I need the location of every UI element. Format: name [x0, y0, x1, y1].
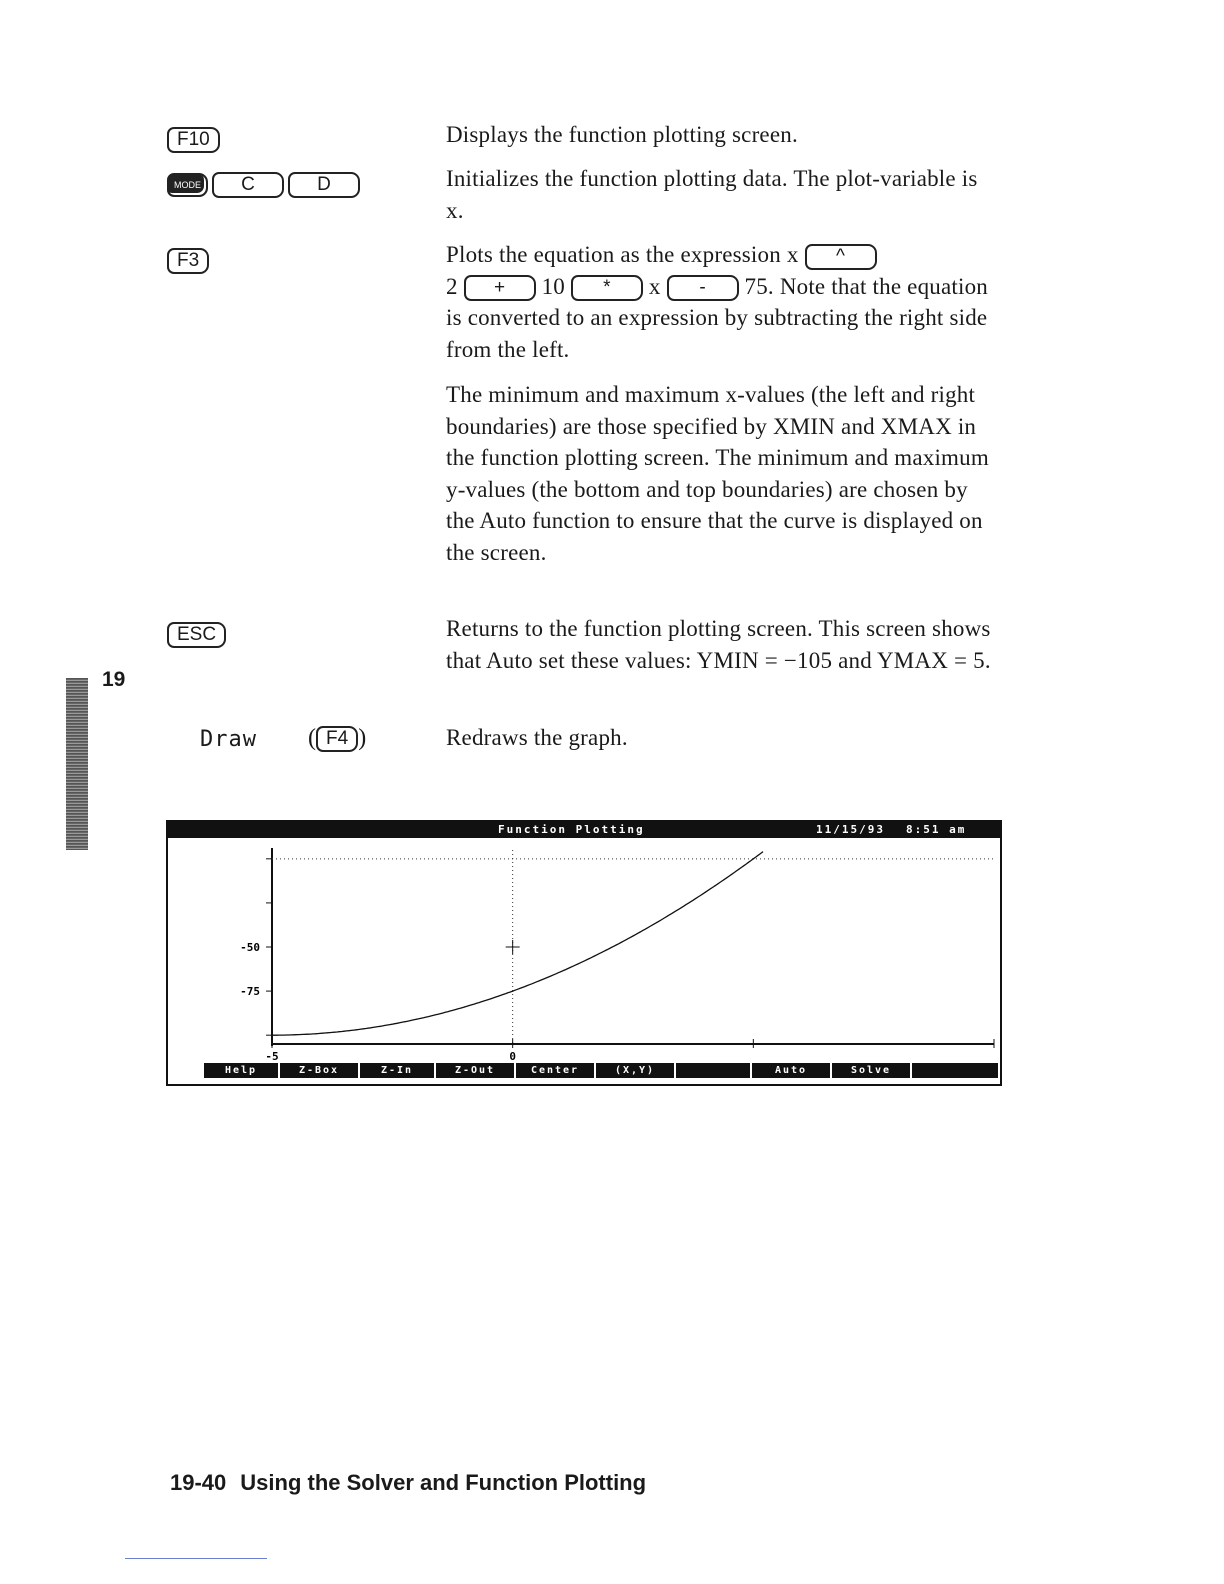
menu-z-box[interactable]: Z-Box: [280, 1063, 360, 1078]
menu-solve[interactable]: Solve: [832, 1063, 912, 1078]
menu-help[interactable]: Help: [204, 1063, 280, 1078]
chapter-title: Using the Solver and Function Plotting: [240, 1470, 647, 1495]
series-point: [753, 858, 754, 859]
softkey-menu: [204, 1063, 998, 1078]
y-tick-label: -75: [240, 985, 260, 999]
series-point: [368, 1028, 369, 1029]
step-3-description: [446, 239, 991, 365]
series-point: [271, 1035, 272, 1036]
step-6-keys: [308, 725, 366, 752]
expr-10: 10: [541, 273, 566, 299]
key-minus: -: [667, 275, 739, 301]
step-3-text: [446, 239, 991, 365]
series-point: [416, 1019, 417, 1020]
step-1-text: Displays the function plotting screen.: [446, 122, 798, 147]
chapter-tab: [66, 678, 88, 850]
expr-x: Plots the equation as the expression x: [446, 242, 799, 267]
x-tick-label: 0: [509, 1050, 516, 1063]
key-plus: +: [464, 275, 536, 301]
step-2-text: Initializes the function plotting data. The plot-variable is x.: [446, 166, 978, 223]
series-point: [656, 922, 657, 923]
menu-auto[interactable]: Auto: [752, 1063, 832, 1078]
key-caret: ^: [805, 244, 877, 270]
series-point: [608, 948, 609, 949]
paren-open: (: [308, 725, 316, 751]
key-esc: ESC: [167, 622, 226, 648]
key-f10: F10: [167, 127, 220, 153]
expr-2: 2: [446, 273, 458, 299]
chapter-number: 19: [102, 668, 126, 691]
page-number: 19-40: [170, 1470, 227, 1495]
step-3-keys: [167, 248, 209, 274]
step-6-description: [446, 722, 991, 754]
footer-rule: [125, 1558, 267, 1559]
series-point: [705, 892, 706, 893]
screen-title: Function Plotting: [498, 823, 645, 836]
key-f3: F3: [167, 248, 209, 274]
menu-center[interactable]: Center: [516, 1063, 596, 1078]
page-footer: [170, 1470, 646, 1496]
key-f4: F4: [316, 726, 358, 752]
softkey-draw: Draw: [200, 727, 257, 752]
key-c: C: [212, 172, 284, 198]
y-tick-label: -50: [240, 941, 260, 954]
function-plot: [168, 822, 1000, 1084]
expr-rest: 75. Note that the equation is converted to an expression by subtracting the right side from the left.: [446, 273, 988, 362]
x-tick-label: -5: [265, 1050, 279, 1063]
step-1-description: [446, 119, 991, 151]
menu-z-in[interactable]: Z-In: [360, 1063, 436, 1078]
series-point: [464, 1006, 465, 1007]
step-6-text: Redraws the graph.: [446, 725, 628, 750]
step-2-description: [446, 163, 991, 226]
step-2-keys: [167, 172, 360, 198]
key-mode: MODE: [167, 173, 208, 197]
series-point: [512, 990, 513, 991]
step-5-keys: [167, 622, 226, 648]
expr-x2: x: [648, 273, 661, 299]
key-multiply: *: [571, 275, 643, 301]
screen-time: 8:51 am: [906, 823, 967, 836]
step-5-text: Returns to the function plotting screen. This screen shows that Auto set these values: YMIN = −105 and YMAX = 5.: [446, 616, 991, 673]
paren-close: ): [358, 725, 367, 751]
series-point: [320, 1033, 321, 1034]
step-5-description: [446, 613, 991, 676]
step-4-text: The minimum and maximum x-values (the left and right boundaries) are those specified by XMIN and XMAX in the function plotting screen. The minimum and maximum y-values (the bottom and top boundaries) are chosen by the Auto function to ensure that the curve is displayed on the screen.: [446, 382, 989, 565]
menu-xy[interactable]: (X,Y): [596, 1063, 676, 1078]
key-d: D: [288, 172, 360, 198]
step-1-keys: [167, 127, 220, 153]
series-point: [560, 971, 561, 972]
menu-blank[interactable]: [676, 1063, 752, 1078]
series-line: [272, 852, 763, 1035]
plot-screen: [166, 820, 1002, 1086]
screen-date: 11/15/93: [816, 823, 885, 836]
menu-z-out[interactable]: Z-Out: [436, 1063, 516, 1078]
step-4-description: [446, 379, 991, 568]
